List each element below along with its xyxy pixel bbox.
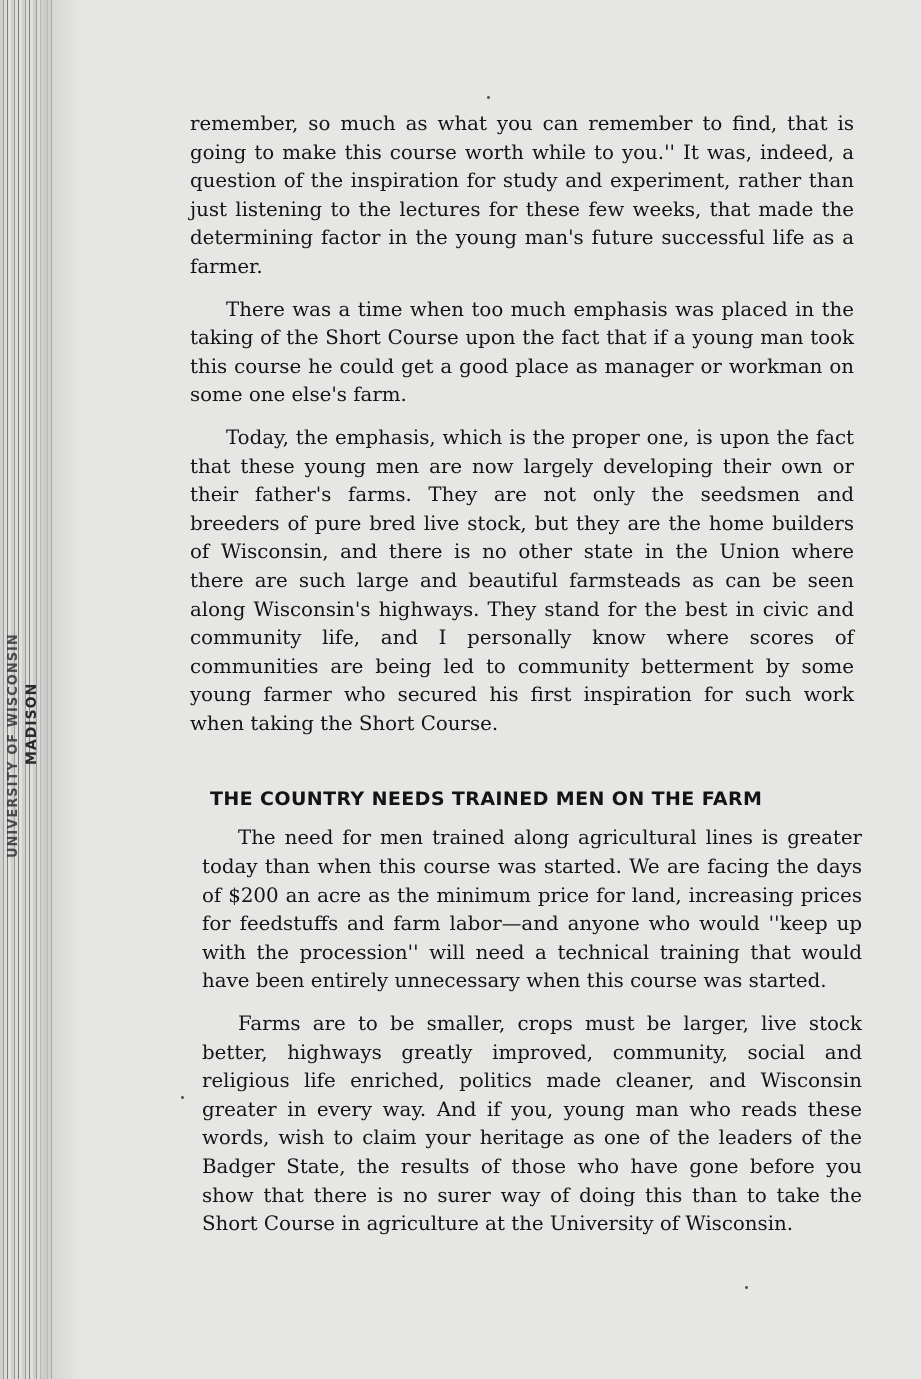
paragraph-continuation: remember, so much as what you can remember to find, that is going to make this course worth while to you.'' It was, indeed, a question of the inspiration for study and experiment, rather than just listening to the lectures for these few weeks, that made the determining factor in the young man's future successful life as a farmer. [190, 112, 854, 278]
paragraph-emphasis-past: There was a time when too much emphasis was placed in the taking of the Short Course upon the fact that if a young man took this course he could get a good place as manager or workman on some one else's farm. [190, 297, 854, 407]
paper-speck [745, 1286, 748, 1289]
paper-speck [487, 96, 490, 99]
section-heading: THE COUNTRY NEEDS TRAINED MEN ON THE FARM [210, 788, 763, 811]
section-trained-men [202, 788, 862, 1238]
paragraph-farms-future: Farms are to be smaller, crops must be larger, live stock better, highways greatly improved, community, social and religious life enriched, politics made cleaner, and Wisconsin greater in every way. And if you, young man who reads these words, wish to claim your heritage as one of the leaders of the Badger State, the results of those who have gone before you show that there is no surer way of doing this than to take the Short Course in agriculture at the University of Wisconsin. [202, 1012, 862, 1236]
stamp-university-text: UNIVERSITY OF WISCONSIN [6, 633, 21, 858]
paper-speck [181, 1096, 184, 1099]
library-stamp [2, 560, 42, 860]
page-content [190, 110, 862, 1239]
paragraph-need-for-training: The need for men trained along agricultural lines is greater today than when this course was started. We are facing the days of $200 an acre as the minimum price for land, increasing prices for feedstuffs and farm labor—and anyone who would ''keep up with the procession'' will need a technical training that would have been entirely unnecessary when this course was started. [202, 826, 862, 993]
stamp-city-text: MADISON [24, 682, 40, 765]
paragraph-emphasis-today: Today, the emphasis, which is the proper one, is upon the fact that these young men are now largely developing their own or their father's farms. They are not only the seedsmen and breeders of pure bred live stock, but they are the home builders of Wisconsin, and there is no other state in the Union where there are such large and beautiful farmsteads as can be seen along Wisconsin's highways. They stand for the best in civic and community life, and I personally know where scores of communities are being led to community betterment by some young farmer who secured his first inspiration for such work when taking the Short Course. [190, 425, 854, 735]
binding-shadow [40, 0, 80, 1379]
